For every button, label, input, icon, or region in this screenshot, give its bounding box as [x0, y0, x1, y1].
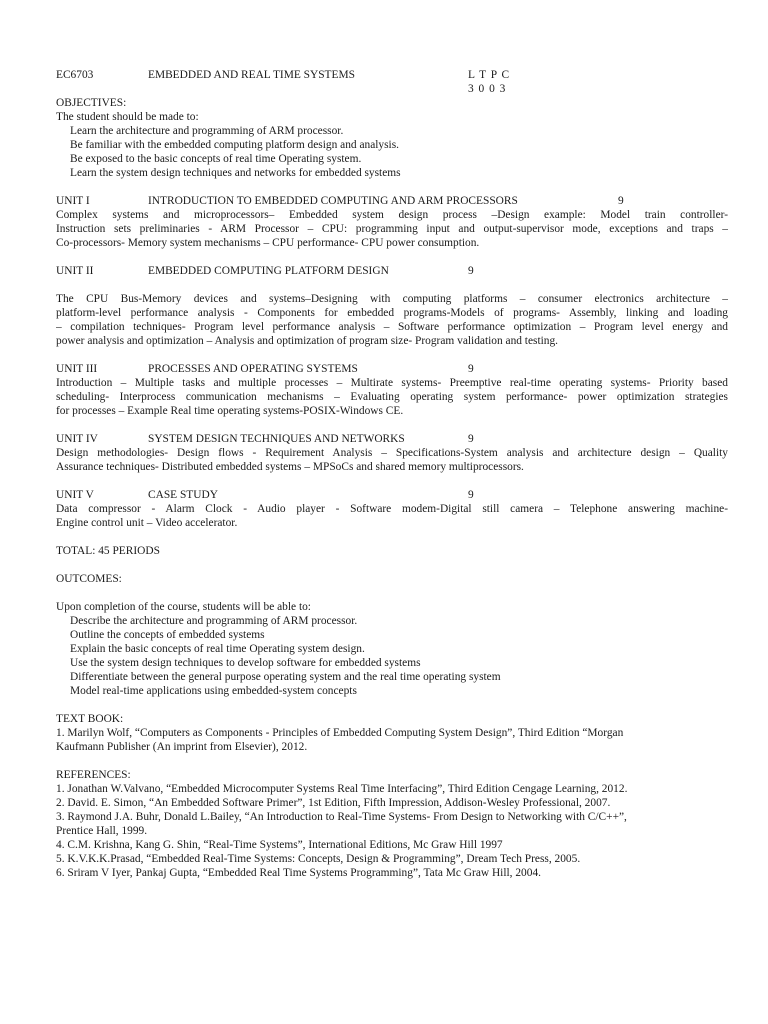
unit-text-line: Design methodologies- Design flows - Requirement Analysis – Specifications-System analysis and architecture design – Quality: [56, 447, 728, 459]
total-periods: TOTAL: 45 PERIODS: [56, 545, 160, 557]
ltpc-label: L T P C: [468, 69, 511, 81]
reference-line: 6. Sriram V Iyer, Pankaj Gupta, “Embedded Real Time Systems Programming”, Tata Mc Graw Hill, 2004.: [56, 867, 541, 879]
outcome-item: Differentiate between the general purpose operating system and the real time operating system: [70, 671, 501, 683]
unit-title: PROCESSES AND OPERATING SYSTEMS: [148, 363, 358, 375]
unit-1-header: [56, 194, 728, 208]
unit-text-line: Introduction – Multiple tasks and multiple processes – Multirate systems- Preemptive real-time operating systems- Priority based: [56, 377, 728, 389]
syllabus-page: [56, 68, 728, 880]
objective-item: Learn the system design techniques and networks for embedded systems: [70, 167, 401, 179]
objectives-intro: The student should be made to:: [56, 111, 199, 123]
unit-text-line: The CPU Bus-Memory devices and systems–Designing with computing platforms – consumer electronics architecture –: [56, 293, 728, 305]
objective-item: Be familiar with the embedded computing platform design and analysis.: [70, 139, 399, 151]
unit-text-line: scheduling- Interprocess communication mechanisms – Evaluating operating system performance- power optimization strategies: [56, 391, 728, 403]
unit-title: INTRODUCTION TO EMBEDDED COMPUTING AND ARM PROCESSORS: [148, 195, 518, 207]
unit-5-header: [56, 488, 728, 502]
unit-label: UNIT I: [56, 195, 90, 207]
unit-title: EMBEDDED COMPUTING PLATFORM DESIGN: [148, 265, 389, 277]
objective-item: Learn the architecture and programming of ARM processor.: [70, 125, 344, 137]
unit-hours: 9: [468, 489, 474, 501]
ltpc-values: 3 0 0 3: [468, 83, 507, 95]
unit-4-header: [56, 432, 728, 446]
unit-label: UNIT IV: [56, 433, 98, 445]
unit-2-body: [56, 292, 728, 348]
unit-5-body: [56, 502, 728, 530]
textbook-line: Kaufmann Publisher (An imprint from Elsevier), 2012.: [56, 741, 308, 753]
unit-hours: 9: [618, 195, 624, 207]
unit-text-line: – compilation techniques- Program level performance analysis – Software performance optimization – Program level energy and: [56, 321, 728, 333]
reference-line: 5. K.V.K.K.Prasad, “Embedded Real-Time Systems: Concepts, Design & Programming”, Dream Tech Press, 2005.: [56, 853, 581, 865]
course-title: EMBEDDED AND REAL TIME SYSTEMS: [148, 69, 355, 81]
unit-text-line: Co-processors- Memory system mechanisms – CPU performance- CPU power consumption.: [56, 237, 480, 249]
unit-text-line: Data compressor - Alarm Clock - Audio player - Software modem-Digital still camera – Telephone answering machine-: [56, 503, 728, 515]
references-heading: REFERENCES:: [56, 769, 131, 781]
reference-line: 2. David. E. Simon, “An Embedded Software Primer”, 1st Edition, Fifth Impression, Addison-Wesley Professional, 2007.: [56, 797, 611, 809]
unit-2-header: [56, 264, 728, 278]
unit-text-line: Instruction sets preliminaries - ARM Processor – CPU: programming input and output-supervisor mode, exceptions and traps –: [56, 223, 728, 235]
unit-1-body: [56, 208, 728, 250]
outcome-item: Describe the architecture and programming of ARM processor.: [70, 615, 358, 627]
textbook-heading: TEXT BOOK:: [56, 713, 124, 725]
outcomes-intro: Upon completion of the course, students will be able to:: [56, 601, 311, 613]
unit-text-line: platform-level performance analysis - Components for embedded programs-Models of programs- Assembly, linking and loading: [56, 307, 728, 319]
outcome-item: Use the system design techniques to develop software for embedded systems: [70, 657, 421, 669]
textbook-line: 1. Marilyn Wolf, “Computers as Components - Principles of Embedded Computing System Design”, Third Edition “Morgan: [56, 727, 624, 739]
course-header: [56, 68, 728, 82]
unit-label: UNIT II: [56, 265, 94, 277]
unit-label: UNIT V: [56, 489, 94, 501]
course-code: EC6703: [56, 69, 94, 81]
unit-hours: 9: [468, 363, 474, 375]
outcome-item: Model real-time applications using embedded-system concepts: [70, 685, 357, 697]
outcome-item: Outline the concepts of embedded systems: [70, 629, 265, 641]
objective-item: Be exposed to the basic concepts of real time Operating system.: [70, 153, 362, 165]
objectives-heading: OBJECTIVES:: [56, 97, 127, 109]
reference-line: Prentice Hall, 1999.: [56, 825, 148, 837]
unit-3-header: [56, 362, 728, 376]
unit-hours: 9: [468, 433, 474, 445]
reference-line: 4. C.M. Krishna, Kang G. Shin, “Real-Time Systems”, International Editions, Mc Graw Hill 1997: [56, 839, 503, 851]
unit-3-body: [56, 376, 728, 418]
unit-text-line: for processes – Example Real time operating systems-POSIX-Windows CE.: [56, 405, 404, 417]
unit-title: CASE STUDY: [148, 489, 218, 501]
unit-hours: 9: [468, 265, 474, 277]
unit-title: SYSTEM DESIGN TECHNIQUES AND NETWORKS: [148, 433, 405, 445]
unit-4-body: [56, 446, 728, 474]
reference-line: 3. Raymond J.A. Buhr, Donald L.Bailey, “An Introduction to Real-Time Systems- From Design to Networking with C/C++”,: [56, 811, 627, 823]
unit-text-line: Engine control unit – Video accelerator.: [56, 517, 238, 529]
outcome-item: Explain the basic concepts of real time Operating system design.: [70, 643, 365, 655]
unit-text-line: Assurance techniques- Distributed embedded systems – MPSoCs and shared memory multiprocessors.: [56, 461, 524, 473]
unit-text-line: power analysis and optimization – Analysis and optimization of program size- Program validation and testing.: [56, 335, 559, 347]
unit-text-line: Complex systems and microprocessors– Embedded system design process –Design example: Model train controller-: [56, 209, 728, 221]
ltpc-row: [56, 82, 728, 96]
outcomes-heading: OUTCOMES:: [56, 573, 122, 585]
reference-line: 1. Jonathan W.Valvano, “Embedded Microcomputer Systems Real Time Interfacing”, Third Edition Cengage Learning, 2012.: [56, 783, 628, 795]
unit-label: UNIT III: [56, 363, 98, 375]
